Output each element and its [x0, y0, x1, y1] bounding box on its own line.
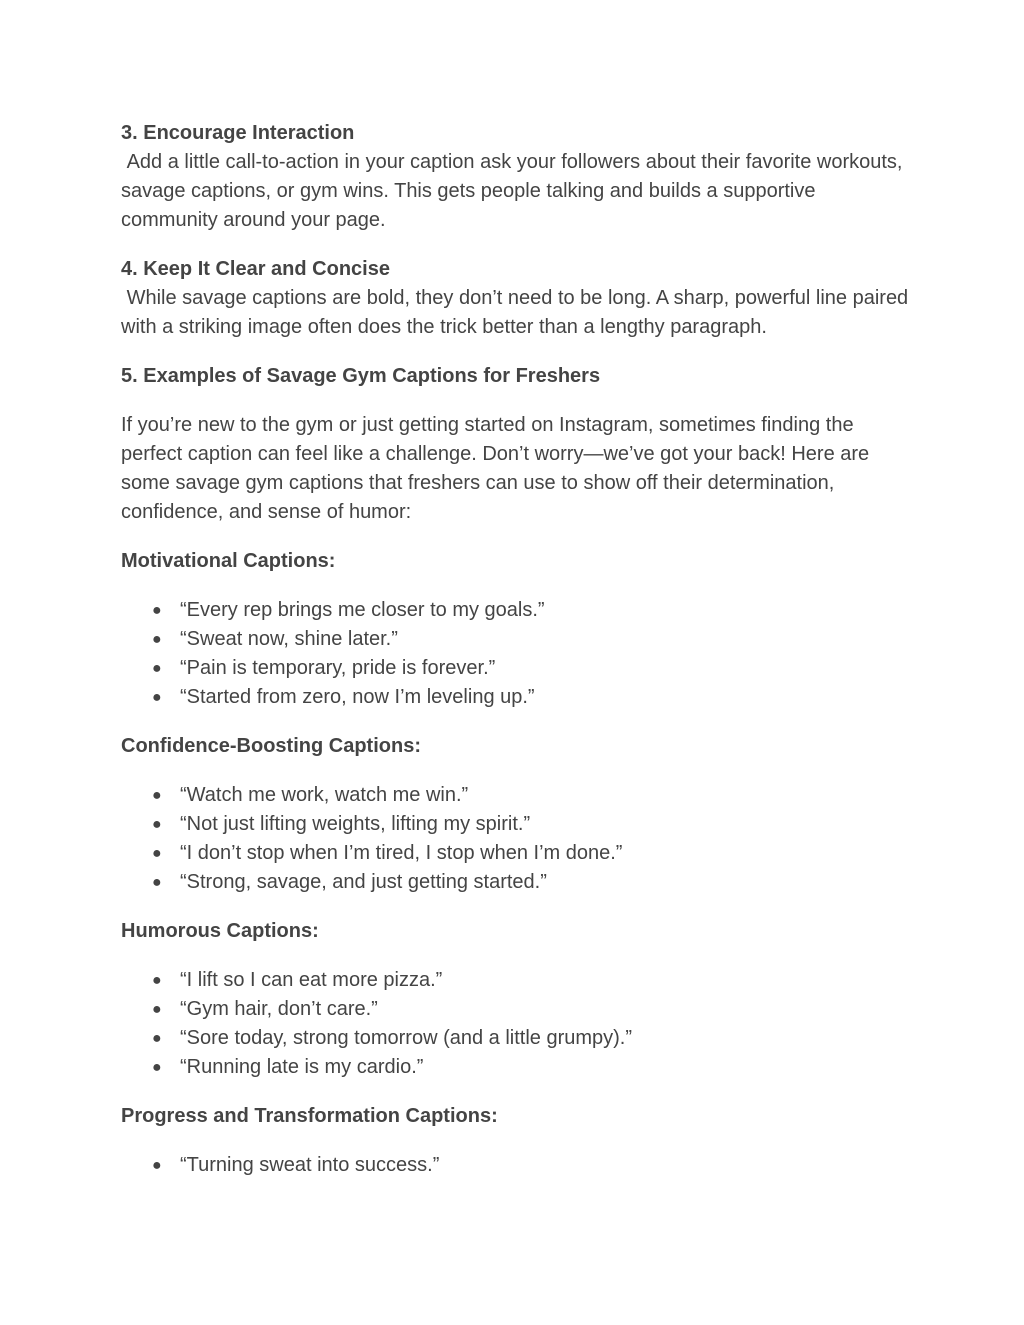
list-item: [121, 868, 911, 897]
section-body: While savage captions are bold, they don’t need to be long. A sharp, powerful line paired with a striking image often does the trick better than a lengthy paragraph.: [121, 287, 914, 338]
section-examples: [121, 362, 911, 391]
list-item: [121, 1053, 911, 1082]
section-keep-it-clear: [121, 255, 914, 342]
caption-list: [121, 966, 911, 1082]
bullet-icon: ●: [152, 660, 162, 677]
section-encourage-interaction: [121, 119, 911, 235]
caption-text: “Turning sweat into success.”: [180, 1154, 440, 1176]
bullet-icon: ●: [152, 972, 162, 989]
document-page: [121, 119, 914, 1200]
caption-text: “Strong, savage, and just getting started.”: [180, 871, 547, 893]
list-item: [121, 1151, 911, 1180]
list-item: [121, 995, 911, 1024]
section-intro: [121, 411, 911, 527]
caption-text: “Running late is my cardio.”: [180, 1056, 424, 1078]
caption-text: “I don’t stop when I’m tired, I stop when I’m done.”: [180, 842, 623, 864]
section-heading: 4. Keep It Clear and Concise: [121, 258, 390, 280]
caption-group-title: Confidence-Boosting Captions:: [121, 735, 421, 757]
list-item: [121, 810, 911, 839]
caption-group-title: Humorous Captions:: [121, 920, 319, 942]
caption-text: “Sweat now, shine later.”: [180, 628, 398, 650]
bullet-icon: ●: [152, 1030, 162, 1047]
list-item: [121, 683, 911, 712]
bullet-icon: ●: [152, 845, 162, 862]
list-item: [121, 1024, 911, 1053]
caption-text: “Not just lifting weights, lifting my spirit.”: [180, 813, 531, 835]
caption-text: “Sore today, strong tomorrow (and a little grumpy).”: [180, 1027, 633, 1049]
caption-text: “Started from zero, now I’m leveling up.”: [180, 686, 535, 708]
bullet-icon: ●: [152, 1157, 162, 1174]
caption-list: [121, 1151, 911, 1180]
caption-groups: [121, 547, 911, 1180]
list-item: [121, 654, 911, 683]
caption-text: “Pain is temporary, pride is forever.”: [180, 657, 496, 679]
list-item: [121, 839, 911, 868]
list-item: [121, 625, 911, 654]
caption-text: “I lift so I can eat more pizza.”: [180, 969, 443, 991]
section-body: If you’re new to the gym or just getting started on Instagram, sometimes finding the perfect caption can feel like a challenge. Don’t worry—we’ve got your back! Here are some savage gym captions that freshers can use to show off their determination, confidence, and sense of humor:: [121, 414, 870, 523]
section-heading: 3. Encourage Interaction: [121, 122, 355, 144]
caption-text: “Every rep brings me closer to my goals.”: [180, 599, 545, 621]
bullet-icon: ●: [152, 874, 162, 891]
caption-text: “Gym hair, don’t care.”: [180, 998, 378, 1020]
list-item: [121, 781, 911, 810]
bullet-icon: ●: [152, 1059, 162, 1076]
bullet-icon: ●: [152, 689, 162, 706]
bullet-icon: ●: [152, 631, 162, 648]
caption-list: [121, 781, 911, 897]
caption-text: “Watch me work, watch me win.”: [180, 784, 469, 806]
section-body: Add a little call-to-action in your caption ask your followers about their favorite workouts, savage captions, or gym wins. This gets people talking and builds a supportive community around your page.: [121, 151, 909, 231]
bullet-icon: ●: [152, 602, 162, 619]
section-heading: 5. Examples of Savage Gym Captions for Freshers: [121, 365, 601, 387]
bullet-icon: ●: [152, 816, 162, 833]
caption-group-title: Progress and Transformation Captions:: [121, 1105, 498, 1127]
caption-list: [121, 596, 911, 712]
bullet-icon: ●: [152, 1001, 162, 1018]
list-item: [121, 966, 911, 995]
bullet-icon: ●: [152, 787, 162, 804]
list-item: [121, 596, 911, 625]
caption-group-title: Motivational Captions:: [121, 550, 336, 572]
